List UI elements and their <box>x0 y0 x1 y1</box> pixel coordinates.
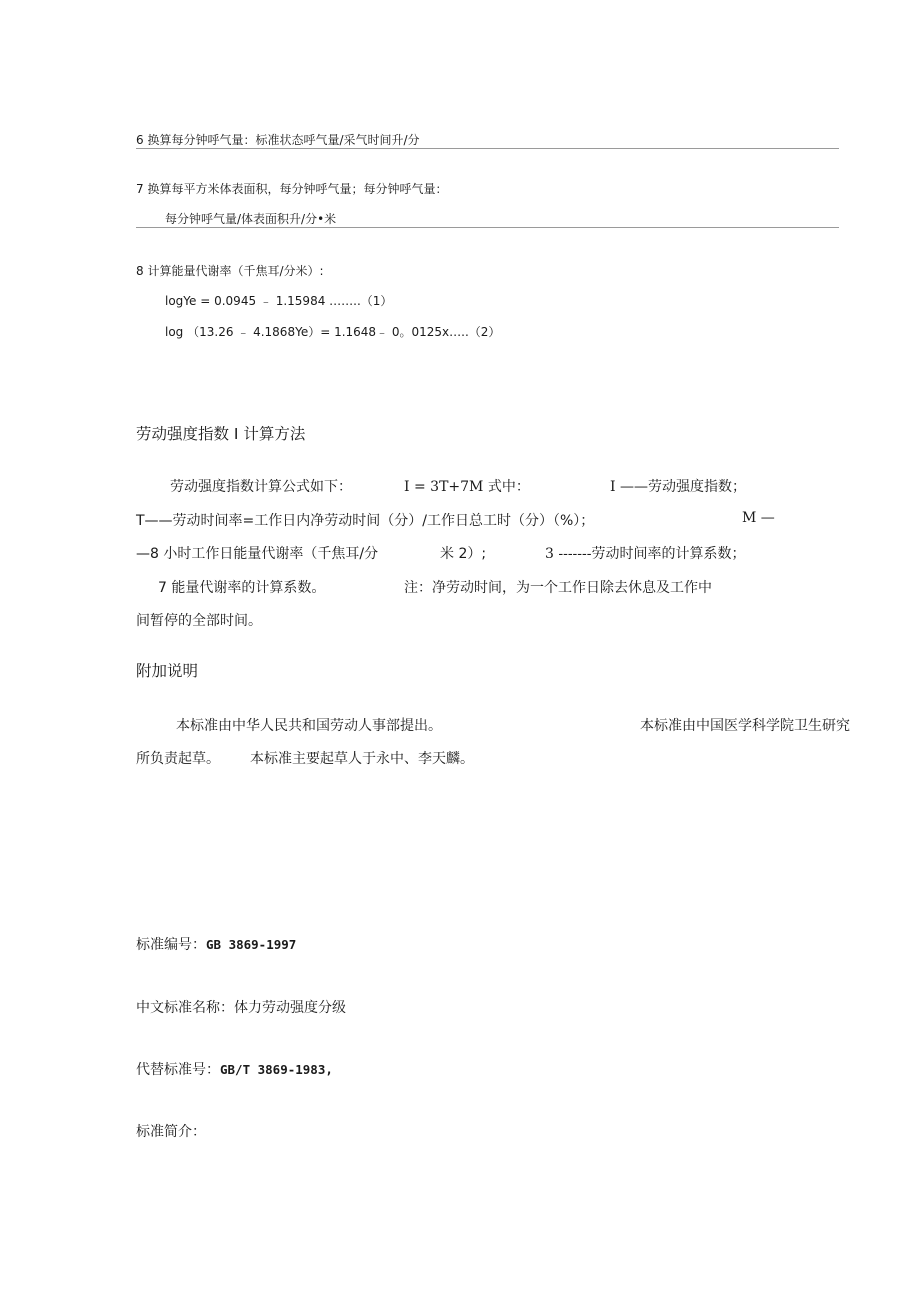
standard-name <box>136 997 346 1017</box>
formula-coef-7: 7 能量代谢率的计算系数。 <box>158 580 326 596</box>
replaced-standard <box>136 1059 333 1079</box>
section-heading-additional-notes: 附加说明 <box>136 662 199 680</box>
formula-intro: 劳动强度指数计算公式如下： <box>170 479 352 495</box>
standard-name-label: 中文标准名称： <box>136 1000 234 1016</box>
formula-t-def: T——劳动时间率=工作日内净劳动时间（分）/工作日总工时（分）（%）； <box>136 513 595 529</box>
note-drafter-org: 本标准由中国医学科学院卫生研究 <box>640 718 850 734</box>
standard-number <box>136 934 296 954</box>
item-7-line-1: 7 换算每平方米体表面积，每分钟呼气量；每分钟呼气量： <box>136 182 448 196</box>
formula-i-def: I ——劳动强度指数； <box>610 479 746 495</box>
divider-2 <box>136 227 839 228</box>
formula-1: logYe = 0.0945 ﹣ 1.15984 ……..（1） <box>165 294 393 308</box>
standard-intro-label: 标准简介： <box>136 1124 206 1140</box>
note-drafter-org-cont: 所负责起草。 <box>136 751 220 767</box>
note-net-time: 注：净劳动时间，为一个工作日除去休息及工作中 <box>404 580 712 596</box>
formula-m-def: —8 小时工作日能量代谢率（千焦耳/分 <box>136 546 379 562</box>
standard-number-label: 标准编号： <box>136 937 206 953</box>
standard-name-value: 体力劳动强度分级 <box>234 1000 346 1016</box>
formula-m-unit: 米 2）; <box>440 546 487 562</box>
note-proposer: 本标准由中华人民共和国劳动人事部提出。 <box>176 718 442 734</box>
formula-m-start: M — <box>742 510 775 526</box>
formula-main: I = 3T+7M 式中： <box>404 479 530 495</box>
note-net-time-cont: 间暂停的全部时间。 <box>136 613 262 629</box>
replaced-standard-label: 代替标准号： <box>136 1062 220 1078</box>
item-6: 6 换算每分钟呼气量：标准状态呼气量/采气时间升/分 <box>136 133 420 147</box>
section-heading-labor-index: 劳动强度指数 I 计算方法 <box>136 425 306 443</box>
item-8-title: 8 计算能量代谢率（千焦耳/分米）: <box>136 264 324 278</box>
item-7-line-2: 每分钟呼气量/体表面积升/分•米 <box>165 212 337 226</box>
standard-number-value: GB 3869-1997 <box>206 937 297 952</box>
replaced-standard-value: GB/T 3869-1983, <box>220 1062 333 1077</box>
formula-2: log （13.26 ﹣ 4.1868Ye）= 1.1648﹣ 0。0125x…..（2） <box>165 325 501 339</box>
divider-1 <box>136 148 839 149</box>
formula-coef-3: 3 -------劳动时间率的计算系数； <box>545 546 746 562</box>
note-main-drafters: 本标准主要起草人于永中、李天麟。 <box>250 751 474 767</box>
